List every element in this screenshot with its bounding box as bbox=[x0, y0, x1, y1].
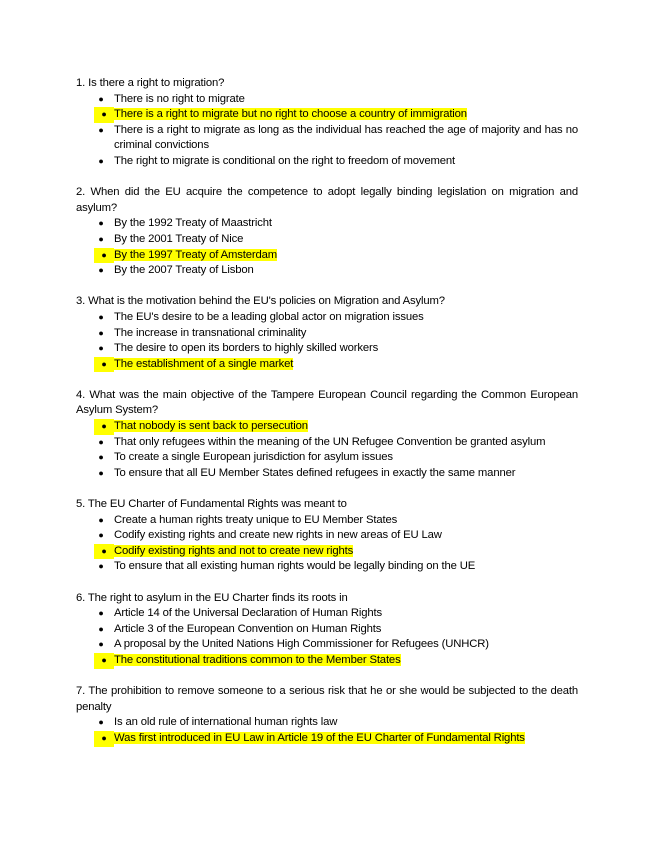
question-4 bbox=[76, 388, 578, 482]
bullet-icon: ● bbox=[98, 623, 104, 634]
option-list bbox=[76, 216, 578, 278]
question-text: 6. The right to asylum in the EU Charter finds its roots in bbox=[76, 591, 348, 604]
bullet-icon: ● bbox=[98, 561, 104, 572]
option-text: Codify existing rights and not to create new rights bbox=[114, 544, 354, 557]
option-text: The right to migrate is conditional on the right to freedom of movement bbox=[114, 154, 455, 167]
question-text: 3. What is the motivation behind the EU's policies on Migration and Asylum? bbox=[76, 295, 445, 308]
option-text: Article 3 of the European Convention on Human Rights bbox=[114, 622, 382, 635]
option-text: To ensure that all EU Member States defined refugees in exactly the same manner bbox=[114, 466, 516, 479]
option-item bbox=[76, 326, 578, 342]
bullet-icon: ● bbox=[94, 419, 114, 435]
option-text: Was first introduced in EU Law in Article 19 of the EU Charter of Fundamental Rights bbox=[114, 731, 525, 744]
option-text: A proposal by the United Nations High Commissioner for Refugees (UNHCR) bbox=[114, 638, 489, 651]
option-text: To create a single European jurisdiction for asylum issues bbox=[114, 451, 393, 464]
option-item bbox=[76, 466, 578, 482]
option-item-highlighted bbox=[76, 357, 578, 373]
option-list bbox=[76, 92, 578, 170]
option-text: The desire to open its borders to highly skilled workers bbox=[114, 342, 379, 355]
bullet-icon: ● bbox=[98, 530, 104, 541]
option-item bbox=[76, 92, 578, 108]
document-page bbox=[76, 76, 578, 762]
option-text: Codify existing rights and create new rights in new areas of EU Law bbox=[114, 529, 442, 542]
bullet-icon: ● bbox=[94, 357, 114, 373]
option-text: By the 2001 Treaty of Nice bbox=[114, 232, 244, 245]
option-item bbox=[76, 123, 578, 154]
bullet-icon: ● bbox=[94, 653, 114, 669]
option-item bbox=[76, 559, 578, 575]
option-text: There is no right to migrate bbox=[114, 92, 245, 105]
option-text: That nobody is sent back to persecution bbox=[114, 420, 308, 433]
option-text: There is a right to migrate as long as the individual has reached the age of majority and has no criminal convictions bbox=[114, 123, 578, 152]
option-item-highlighted bbox=[76, 731, 578, 747]
option-text: Is an old rule of international human rights law bbox=[114, 716, 338, 729]
option-list bbox=[76, 606, 578, 668]
bullet-icon: ● bbox=[98, 218, 104, 229]
option-text: There is a right to migrate but no right to choose a country of immigration bbox=[114, 108, 467, 121]
option-list bbox=[76, 310, 578, 372]
bullet-icon: ● bbox=[94, 544, 114, 560]
option-item-highlighted bbox=[76, 419, 578, 435]
bullet-icon: ● bbox=[98, 311, 104, 322]
option-item bbox=[76, 154, 578, 170]
bullet-icon: ● bbox=[98, 233, 104, 244]
option-item bbox=[76, 435, 578, 451]
option-item bbox=[76, 310, 578, 326]
bullet-icon: ● bbox=[94, 248, 114, 264]
question-text: 4. What was the main objective of the Tampere European Council regarding the Common European Asylum System? bbox=[76, 388, 578, 417]
bullet-icon: ● bbox=[94, 731, 114, 747]
question-3 bbox=[76, 294, 578, 372]
option-item bbox=[76, 622, 578, 638]
bullet-icon: ● bbox=[98, 608, 104, 619]
bullet-icon: ● bbox=[98, 467, 104, 478]
option-item bbox=[76, 216, 578, 232]
option-text: The increase in transnational criminality bbox=[114, 326, 307, 339]
option-text: By the 1992 Treaty of Maastricht bbox=[114, 217, 272, 230]
option-list bbox=[76, 513, 578, 575]
option-text: The EU's desire to be a leading global actor on migration issues bbox=[114, 310, 424, 323]
option-item bbox=[76, 232, 578, 248]
option-list bbox=[76, 715, 578, 746]
option-text: That only refugees within the meaning of the UN Refugee Convention be granted asylum bbox=[114, 435, 546, 448]
option-text: Article 14 of the Universal Declaration of Human Rights bbox=[114, 607, 383, 620]
option-text: By the 2007 Treaty of Lisbon bbox=[114, 264, 254, 277]
bullet-icon: ● bbox=[98, 327, 104, 338]
option-item-highlighted bbox=[76, 248, 578, 264]
question-7 bbox=[76, 684, 578, 746]
option-text: The constitutional traditions common to the Member States bbox=[114, 653, 401, 666]
option-item bbox=[76, 637, 578, 653]
option-list bbox=[76, 419, 578, 481]
bullet-icon: ● bbox=[98, 639, 104, 650]
bullet-icon: ● bbox=[98, 93, 104, 104]
option-text: Create a human rights treaty unique to EU Member States bbox=[114, 513, 398, 526]
option-item bbox=[76, 341, 578, 357]
bullet-icon: ● bbox=[98, 717, 104, 728]
bullet-icon: ● bbox=[98, 436, 104, 447]
option-text: To ensure that all existing human rights would be legally binding on the UE bbox=[114, 560, 476, 573]
bullet-icon: ● bbox=[98, 514, 104, 525]
option-item bbox=[76, 606, 578, 622]
option-item bbox=[76, 450, 578, 466]
question-1 bbox=[76, 76, 578, 170]
bullet-icon: ● bbox=[94, 107, 114, 123]
option-item bbox=[76, 513, 578, 529]
bullet-icon: ● bbox=[98, 452, 104, 463]
option-item-highlighted bbox=[76, 107, 578, 123]
question-text: 2. When did the EU acquire the competence to adopt legally binding legislation on migration and asylum? bbox=[76, 186, 578, 214]
option-item bbox=[76, 528, 578, 544]
bullet-icon: ● bbox=[98, 155, 104, 166]
bullet-icon: ● bbox=[98, 343, 104, 354]
question-text: 5. The EU Charter of Fundamental Rights was meant to bbox=[76, 498, 347, 511]
option-text: By the 1997 Treaty of Amsterdam bbox=[114, 248, 278, 261]
option-item bbox=[76, 263, 578, 279]
option-text: The establishment of a single market bbox=[114, 357, 294, 370]
option-item-highlighted bbox=[76, 653, 578, 669]
bullet-icon: ● bbox=[98, 265, 104, 276]
question-6 bbox=[76, 591, 578, 669]
option-item bbox=[76, 715, 578, 731]
bullet-icon: ● bbox=[98, 124, 104, 135]
question-2 bbox=[76, 185, 578, 279]
question-5 bbox=[76, 497, 578, 575]
question-text: 1. Is there a right to migration? bbox=[76, 77, 225, 89]
question-text: 7. The prohibition to remove someone to a serious risk that he or she would be subjected to the death penalty bbox=[76, 685, 578, 713]
option-item-highlighted bbox=[76, 544, 578, 560]
